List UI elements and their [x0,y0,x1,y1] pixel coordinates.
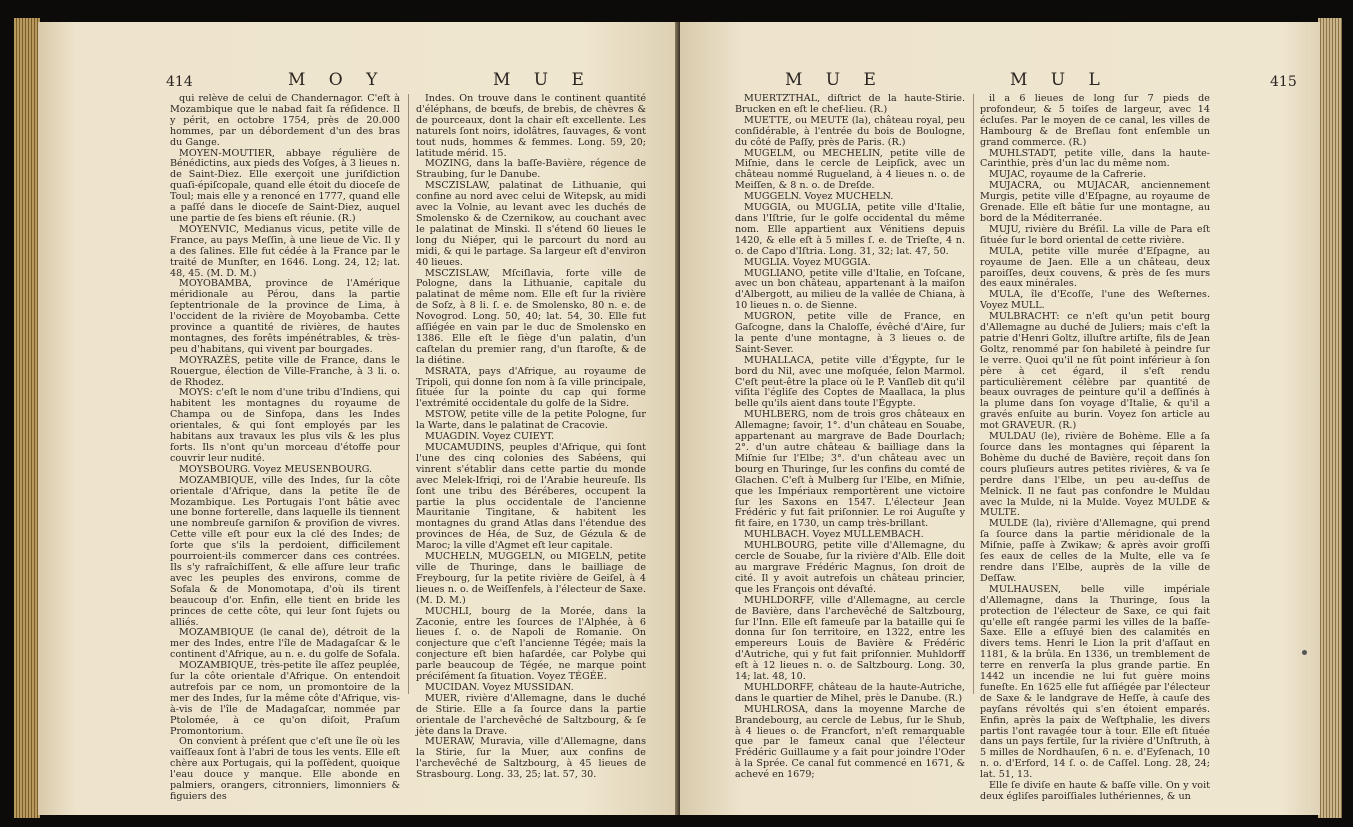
dictionary-entry: MUGELM, ou MECHELIN, petite ville de Miſnie, dans le cercle de Leipſick, avec un château nommé Rugueland, à 4 lieues n. o. de Meiſſen, & 8 n. o. de Dreſde. [735,147,965,192]
dictionary-entry: MOYOBAMBA, province de l'Amérique méridionale au Pérou, dans la partie ſeptentrionale de la province de Lima, à l'occident de la rivière de Moyobamba. Cette province a quantité de rivières, de hautes montagnes, des forêts impénétrables, & très-peu d'habitans, qui vivent par bourgades. [170,278,400,355]
dictionary-entry: MULDE (la), rivière d'Allemagne, qui prend ſa ſource dans la partie méridionale de la Miſnie, paſſe à Zwikaw; & après avoir groſſi ſes eaux de celles de la Multe, elle va ſe rendre dans l'Elbe, auprès de la ville de Deſſaw. [980,518,1210,584]
dictionary-entry: MUETTE, ou MEUTE (la), château royal, peu conſidérable, à l'entrée du bois de Boulogne, du côté de Paſſy, près de Paris. (R.) [735,114,965,148]
dictionary-entry: MULDAU (le), rivière de Bohème. Elle a ſa ſource dans les montagnes qui ſéparent la Bohème du duché de Bavière, reçoit dans ſon cours pluſieurs autres petites rivières, & va ſe perdre dans l'Elbe, un peu au-deſſus de Melnick. Il ne faut pas confondre le Muldau avec la Mulde, ni la Mulde. Voyez MULDE & MULTE. [980,431,1210,519]
right-column-rule [973,94,974,694]
right-running-head-right: M U L [1010,70,1109,90]
dictionary-entry: MSRATA, pays d'Afrique, au royaume de Tripoli, qui donne ſon nom à ſa ville principale, ſituée ſur la pointe du cap qui forme l'extrémité occidentale du golfe de la Sidre. [416,365,646,410]
dictionary-entry: MUGLIA. Voyez MUGGIA. [744,256,871,268]
dictionary-entry: MUGRON, petite ville de France, en Gaſcogne, dans la Chaloſſe, évêché d'Aire, ſur la pente d'une montagne, à 3 lieues o. de Saint-Sever. [735,311,965,355]
dictionary-entry: MUCHLI, bourg de la Morée, dans la Zaconie, entre les ſources de l'Alphée, à 6 lieues ſ. o. de Napoli de Romanie. On conjecture que c'eſt l'ancienne Tégée; mais la conjecture eſt bien haſardée, car Polybe qui parle beaucoup de Tégée, ne marque point préciſément ſa ſituation. Voyez TÉGÉE. [416,605,646,683]
dictionary-entry: MOYSBOURG. Voyez MEUSENBOURG. [179,463,373,475]
dictionary-entry: Elle ſe diviſe en haute & baſſe ville. On y voit deux égliſes paroiſſiales luthériennes, & un [980,780,1210,802]
dictionary-entry: MUHLSTADT, petite ville, dans la haute-Carinthie, près d'un lac du même nom. [980,147,1210,170]
dictionary-entry: MULHAUSEN, belle ville impériale d'Allemagne, dans la Thuringe, ſous la protection de l'électeur de Saxe, ce qui fait qu'elle eſt rangée parmi les villes de la baſſe-Saxe. Elle a eſſuyé bien des calamités en divers tems. Henri le Lion la prit d'aſſaut en 1181, & la brûla. En 1336, un tremblement de terre en renverſa la plus grande partie. En 1442 un incendie ne lui fut guère moins funeſte. En 1625 elle fut aſſiégée par l'électeur de Saxe & le landgrave de Heſſe, à cauſe des payſans révoltés qui s'en étoient emparés. Enfin, après la paix de Weſtphalie, les divers partis l'ont ravagée tour à tour. Elle eſt ſituée dans un pays fertile, ſur la rivière d'Unſtruth, à 5 milles de Nordhauſen, 6 n. e. d'Eyſenach, 10 n. o. d'Erford, 14 ſ. o. de Caſſel. Long. 28, 24; lat. 51, 13. [980,583,1210,781]
dictionary-entry: qui relève de celui de Chandernagor. C'eſt à Mozambique que le nabad fait ſa réſidence. Il y périt, en octobre 1754, près de 20.000 hommes, par un débordement d'un des bras du Gange. [170,93,400,148]
dictionary-entry: MOYS: c'eſt le nom d'une tribu d'Indiens, qui habitent les montagnes du royaume de Champa ou de Sinfopa, dans les Indes orientales, & qui ſont employés par les habitans aux travaux les plus vils & les plus forts. Ils n'ont qu'un morceau d'étoffe pour couvrir leur nudité. [170,387,400,464]
left-running-head-left: M O Y [288,70,387,90]
dictionary-entry: MUCIDAN. Voyez MUSSIDAN. [425,681,574,693]
dictionary-entry: il a 6 lieues de long ſur 7 pieds de profondeur, & 5 toiſes de largeur, avec 14 écluſes. Par le moyen de ce canal, les villes de Hambourg & de Breſlau font enſemble un grand commerce. (R.) [980,93,1210,148]
right-page-column-2 [980,94,1210,803]
dictionary-entry: MUERTZTHAL, diſtrict de la haute-Stirie. Brucken en eſt le chef-lieu. (R.) [735,93,965,115]
dictionary-entry: MOZAMBIQUE, très-petite île aſſez peuplée, ſur la côte orientale d'Afrique. On entendoit autrefois par ce nom, un promontoire de la mer des Indes, ſur la même côte d'Afrique, vis-à-vis de l'île de Madagaſcar, nommée par Ptolomée, à ce qu'on diſoit, Praſum Promontorium. [170,660,400,737]
dictionary-entry: MUJACRA, ou MUJACAR, anciennement Murgis, petite ville d'Eſpagne, au royaume de Grenade. Elle eſt bâtie ſur une montagne, au bord de la Méditerranée. [980,180,1210,224]
left-running-head-right: M U E [493,70,593,90]
dictionary-entry: MUAGDIN. Voyez CUIEYT. [425,431,555,443]
dictionary-entry: MUHLDORFF, château de la haute-Autriche, dans le quartier de Mihel, près le Danube. (R.) [735,681,965,704]
dictionary-entry: MUHLBOURG, petite ville d'Allemagne, du cercle de Souabe, ſur la rivière d'Alb. Elle doit au margrave Frédéric Magnus, ſon droit de cité. Il y avoit autrefois un château princier, que les François ont dévaſté. [735,540,965,595]
page-mark [1302,650,1307,655]
left-page-edges [14,18,40,818]
dictionary-entry: MUJAC, royaume de la Cafrerie. [989,169,1146,181]
dictionary-entry: MOZAMBIQUE, ville des Indes, ſur la côte orientale d'Afrique, dans la petite île de Mozambique. Les Portugais l'ont bâtie avec une bonne forterelle, dans laquelle ils tiennent une nombreuſe garniſon & proviſion de vivres. Cette ville eſt pour eux la clé des Indes; de ſorte que s'ils la perdoient, difficilement pourroient-ils commercer dans ces contrées. Ils s'y rafraîchiſſent, & elle aſſure leur trafic avec les peuples des environs, comme de Sofala & de Monomotapa, d'où ils tirent beaucoup d'or. Enfin, elle tient en bride les princes de cette côte, qui leur ſont ſujets ou alliés. [170,474,400,628]
dictionary-entry: MUJU, rivière du Bréſil. La ville de Para eſt ſituée ſur le bord oriental de cette rivière. [980,223,1210,246]
left-page-number: 414 [166,74,193,90]
dictionary-entry: MUER, rivière d'Allemagne, dans le duché de Stirie. Elle a ſa ſource dans la partie orientale de l'archevêché de Saltzbourg, & ſe jète dans la Drave. [416,692,646,737]
right-page-number: 415 [1270,74,1297,90]
left-page-column-2 [416,94,646,781]
left-page-column-1 [170,94,400,803]
dictionary-entry: MUCHELN, MUGGELN, ou MIGELN, petite ville de Thuringe, dans le bailliage de Freybourg, ſur la petite rivière de Geiſel, à 4 lieues n. o. de Weiſſenfels, à l'électeur de Saxe. (M. D. M.) [416,551,646,606]
dictionary-entry: MULA, île d'Ecoſſe, l'une des Weſternes. Voyez MULL. [980,289,1210,312]
dictionary-entry: MOYEN-MOUTIER, abbaye régulière de Bénédictins, aux pieds des Voſges, à 3 lieues n. de Saint-Diez. Elle exerçoit une juriſdiction quaſi-épiſcopale, quand elle étoit du dioceſe de Toul; mais elle y a renoncé en 1777, quand elle a paſſé dans le dioceſe de Saint-Diez, auquel une partie de ſes biens eſt réunie. (R.) [170,147,400,224]
dictionary-entry: MOYENVIC, Medianus vicus, petite ville de France, au pays Meſſin, à une lieue de Vic. Il y a des ſalines. Elle fut cédée à la France par le traité de Munſter, en 1646. Long. 24, 12; lat. 48, 45. (M. D. M.) [170,223,400,279]
dictionary-entry: MSCZISLAW, Mſciſlavia, forte ville de Pologne, dans la Lithuanie, capitale du palatinat de même nom. Elle eſt ſur la rivière de Soſz, à 8 li. ſ. e. de Smolensko, 80 n. e. de Novogrod. Long. 50, 40; lat. 54, 30. Elle fut aſſiégée en vain par le duc de Smolensko en 1386. Elle eſt le ſiège d'un palatin, d'un caſtelan du premier rang, d'un ſtaroſte, & de la diétine. [416,267,646,366]
right-page-edges [1318,18,1342,818]
dictionary-entry: MULBRACHT: ce n'eſt qu'un petit bourg d'Allemagne au duché de Juliers; mais c'eſt la patrie d'Henri Goltz, illuſtre artiſte, fils de Jean Goltz, renommé par ſon habileté à peindre ſur le verre. Quoi qu'il ne fût point inférieur à ſon père à cet égard, il s'eſt rendu particulièrement célèbre par quantité de beaux ouvrages de peinture qu'il a deſſinés à la plume dans ſon voyage d'Italie, & qu'il a gravés enſuite au burin. Voyez ſon article au mot GRAVEUR. (R.) [980,311,1210,432]
dictionary-entry: MOZAMBIQUE (le canal de), détroit de la mer des Indes, entre l'île de Madagaſcar & le continent d'Afrique, au n. e. du golfe de Sofala. [170,627,400,661]
dictionary-entry: MUHLBACH. Voyez MULLEMBACH. [744,529,924,541]
dictionary-entry: MOYRAZÈS, petite ville de France, dans le Rouergue, élection de Ville-Franche, à 3 li. o. de Rhodez. [170,354,400,388]
dictionary-entry: MSCZISLAW, palatinat de Lithuanie, qui confine au nord avec celui de Witepsk, au midi avec la Volnie, au levant avec les duchés de Smolensko & de Czernikow, au couchant avec le palatinat de Minski. Il s'étend 60 lieues le long du Niéper, qui le parcourt du nord au midi, & qui le partage. Sa largeur eſt d'environ 40 lieues. [416,180,646,268]
right-page [680,22,1320,815]
right-page-column-1 [735,94,965,781]
dictionary-entry: MUGGELN. Voyez MUCHELN. [744,191,894,203]
dictionary-entry: MSTOW, petite ville de la petite Pologne, ſur la Warte, dans le palatinat de Cracovie. [416,409,646,432]
dictionary-entry: MUGGIA, ou MUGLIA, petite ville d'Italie, dans l'Iſtrie, ſur le golfe occidental du même nom. Elle appartient aux Vénitiens depuis 1420, & elle eſt à 5 milles ſ. e. de Trieſte, 4 n. o. de Capo d'Iſtria. Long. 31, 32; lat. 47, 50. [735,202,965,257]
left-page [38,22,678,815]
dictionary-entry: MOZING, dans la baſſe-Bavière, régence de Straubing, ſur le Danube. [416,158,646,181]
left-column-rule [408,94,409,694]
dictionary-entry: MUHLROSA, dans la moyenne Marche de Brandebourg, au cercle de Lebus, ſur le Shub, à 4 lieues o. de Francfort, n'eſt remarquable que par le fameux canal que l'électeur Frédéric Guillaume y a fait pour joindre l'Oder à la Sprée. Ce canal fut commencé en 1671, & achevé en 1679; [735,703,965,781]
dictionary-entry: MUERAW, Muravia, ville d'Allemagne, dans la Stirie, ſur la Muer, aux confins de l'archevêché de Saltzbourg, à 45 lieues de Strasbourg. Long. 33, 25; lat. 57, 30. [416,736,646,781]
dictionary-entry: On convient à préſent que c'eſt une île où les vaiſſeaux ſont à l'abri de tous les vents. Elle eſt chère aux Portugais, qui la poſſèdent, quoique l'eau douce y manque. Elle abonde en palmiers, orangers, citronniers, limonniers & figuiers des [170,736,400,802]
dictionary-entry: MUHLBERG, nom de trois gros châteaux en Allemagne; ſavoir, 1°. d'un château en Souabe, appartenant au margrave de Bade Dourlach; 2°. d'un autre château & bailliage dans la Miſnie ſur l'Elbe; 3°. d'un château avec un bourg en Thuringe, ſur les confins du comté de Glachen. C'eſt à Mulberg ſur l'Elbe, en Miſnie, que les Impériaux remportèrent une victoire ſur les Saxons en 1547. L'électeur Jean Frédéric y fut fait priſonnier. Le roi Auguſte y fit faire, en 1730, un camp très-brillant. [735,409,965,530]
dictionary-entry: MUGLIANO, petite ville d'Italie, en Toſcane, avec un bon château, appartenant à la maiſon d'Albergott, au milieu de la vallée de Chiana, à 10 lieues n. o. de Sienne. [735,267,965,312]
dictionary-entry: MUCAMUDINS, peuples d'Afrique, qui ſont l'une des cinq colonies des Sabéens, qui vinrent s'établir dans cette partie du monde avec Melek-Ifriqi, roi de l'Arabie heureuſe. Ils ſont une tribu des Béréberes, occupent la partie la plus occidentale de l'ancienne Mauritanie Tingitane, & habitent les montagnes du grand Atlas dans l'étendue des provinces de Héa, de Suz, de Gézula & de Maroc; la ville d'Agmet eſt leur capitale. [416,442,646,552]
right-running-head-left: M U E [785,70,885,90]
dictionary-entry: MUHALLACA, petite ville d'Égypte, ſur le bord du Nil, avec une moſquée, ſelon Marmol. C'eſt peut-être la place où le P. Vanſleb dit qu'il viſita l'égliſe des Coptes de Maallaca, la plus belle qu'ils aient dans toute l'Égypte. [735,354,965,410]
dictionary-entry: MUHLDORFF, ville d'Allemagne, au cercle de Bavière, dans l'archevêché de Saltzbourg, ſur l'Inn. Elle eſt fameuſe par la bataille qui ſe donna ſur ſon territoire, en 1322, entre les empereurs Louis de Bavière & Frédéric d'Autriche, qui y fut fait priſonnier. Muhldorff eſt à 12 lieues n. o. de Saltzbourg. Long. 30, 14; lat. 48, 10. [735,594,965,683]
dictionary-entry: MULA, petite ville murée d'Eſpagne, au royaume de Jaen. Elle a un château, deux paroiſſes, deux couvens, & près de ſes murs des eaux minérales. [980,245,1210,290]
dictionary-entry: Indes. On trouve dans le continent quantité d'éléphans, de bœufs, de brebis, de chèvres & de pourceaux, dont la chair eſt excellente. Les naturels ſont noirs, idolâtres, ſauvages, & vont tout nuds, hommes & femmes. Long. 59, 20; latitude mérid. 15. [416,93,646,159]
